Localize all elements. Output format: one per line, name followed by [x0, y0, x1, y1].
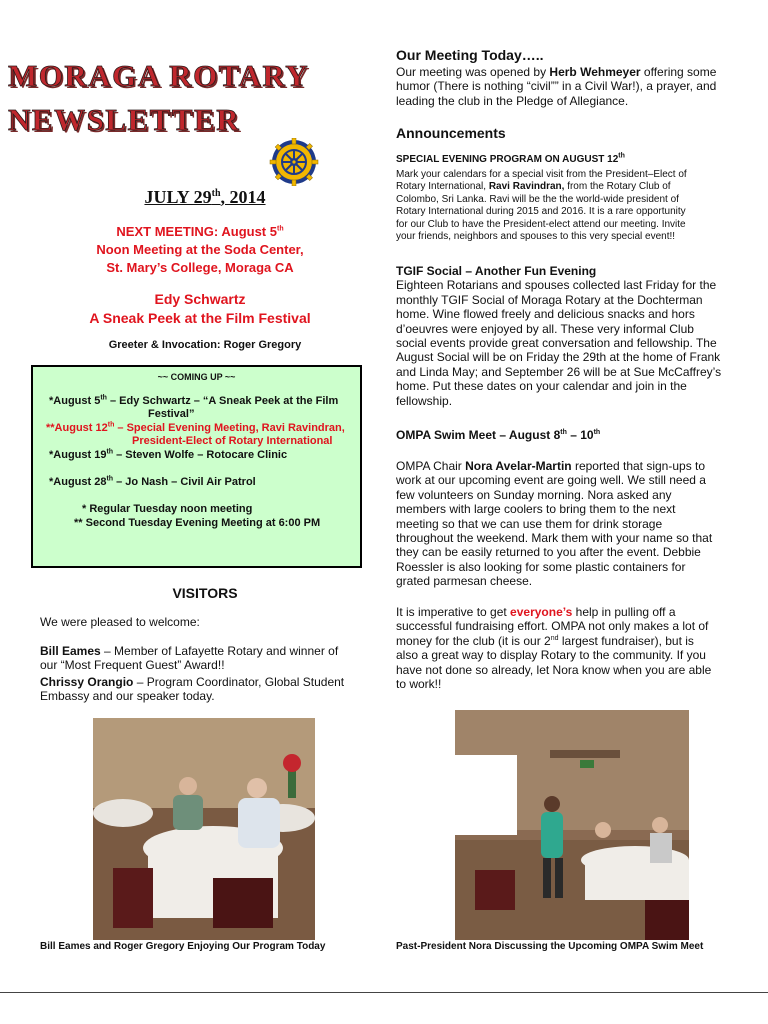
photo-nora [455, 710, 689, 940]
visitor-1: Bill Eames – Member of Lafayette Rotary and winner of our “Most Frequent Guest” Award!! [40, 644, 339, 673]
coming-up-item-1: *August 5th – Edy Schwartz – “A Sneak Peek at the Film [49, 394, 339, 407]
greeter-line: Greeter & Invocation: Roger Gregory [108, 339, 302, 351]
masthead-line1: MORAGA ROTARY [8, 58, 310, 93]
coming-up-note-1: * Regular Tuesday noon meeting [82, 503, 253, 515]
meeting-today-title: Our Meeting Today….. [396, 47, 544, 63]
coming-up-note-2: ** Second Tuesday Evening Meeting at 6:00 PM [74, 517, 321, 529]
tgif-section: TGIF Social – Another Fun Evening Eighteen Rotarians and spouses collected last Friday for the monthly TGIF Social of Moraga Rotary at the Dochterman home. Wine flowed freely and delicious snacks and hors d’oeuvres were enjoyed by all. These very informal Club social events provide great conversation and fellowship. The August Social will be on Friday the 29th at the home of Frank and Linda May; and September 26 will be at Sue McCaffrey’s home. Put these dates on your calendar and join in the fellowship. [396, 264, 722, 408]
ompa-paragraph-1: OMPA Chair Nora Avelar-Martin reported that sign-ups to work at our upcoming event are going well. We still need a few volunteers on Sunday morning. Nora asked any members with large coolers to bring them to the next meeting so that we can use them for drink storage throughout the weekend. Mark them with your name so that they can be easily returned to you after the event. Debbie Roessler is also looking for some plastic containers for grated parmesan cheese. [396, 459, 713, 589]
issue-date: JULY 29th, 2014 [144, 187, 266, 207]
bottom-rule [0, 992, 768, 993]
ompa-title: OMPA Swim Meet – August 8th – 10th [396, 428, 601, 442]
rotary-wheel-icon [265, 138, 323, 186]
special-program-text: Mark your calendars for a special visit from the President–Elect of Rotary International, Ravi Ravindran, from the Rotary Club of Colombo, Sri Lanka. Ravi will be the the world-wide president of Rotary International during 2015 and 2016. It is a rare opportunity for our Club to have the President-elect attend our meeting. Invite your friends, neighbors and spouses to this very special event!! [396, 169, 687, 243]
masthead-line2: NEWSLETTER [8, 102, 241, 137]
speaker-block [30, 290, 370, 328]
visitors-intro: We were pleased to welcome: [40, 615, 200, 629]
ompa-paragraph-2: It is imperative to get everyone’s help in pulling off a successful fundraising effort. OMPA not only makes a lot of money for the club (it is our 2nd largest fundraiser), but is also a great way to display Rotary to the community. If you have not done so already, let Nora know when you are able to work!! [396, 605, 712, 692]
coming-up-box: ~~ COMING UP ~~ *August 5th – Edy Schwartz – “A Sneak Peek at the Film Festival” **August 12th – Special Evening Meeting, Ravi Ravindran, President-Elect of Rotary International *August 19th – Steven Wolfe – Rotocare Clinic *August 28th – Jo Nash – Civil Air Patrol * Regular Tuesday noon meeting ** Second Tuesday Evening Meeting at 6:00 PM [31, 365, 362, 568]
photo-right-caption: Past-President Nora Discussing the Upcoming OMPA Swim Meet [396, 941, 704, 952]
visitors-title: VISITORS [172, 585, 238, 601]
visitor-2: Chrissy Orangio – Program Coordinator, Global Student Embassy and our speaker today. [40, 675, 345, 704]
coming-up-item-3: *August 19th – Steven Wolfe – Rotocare Clinic [49, 448, 288, 461]
photo-left-caption: Bill Eames and Roger Gregory Enjoying Our Program Today [40, 941, 326, 952]
speaker-name: Edy Schwartz [154, 291, 246, 307]
meeting-today-text: Our meeting was opened by Herb Wehmeyer offering some humor (There is nothing “civil”” in a Civil War!), a prayer, and leading the club in the Pledge of Allegiance. [396, 65, 717, 108]
announcements-title: Announcements [396, 125, 506, 141]
coming-up-item-2: **August 12th – Special Evening Meeting, Ravi Ravindran, [46, 421, 345, 434]
coming-up-title: ~~ COMING UP ~~ [157, 372, 236, 382]
speaker-topic: A Sneak Peek at the Film Festival [89, 310, 311, 326]
photo-bill-roger [93, 718, 315, 940]
next-meeting: NEXT MEETING: August 5th Noon Meeting at the Soda Center, St. Mary’s College, Moraga CA [96, 224, 304, 275]
special-program-title: SPECIAL EVENING PROGRAM ON AUGUST 12th [396, 152, 625, 165]
coming-up-item-4: *August 28th – Jo Nash – Civil Air Patrol [49, 475, 256, 488]
